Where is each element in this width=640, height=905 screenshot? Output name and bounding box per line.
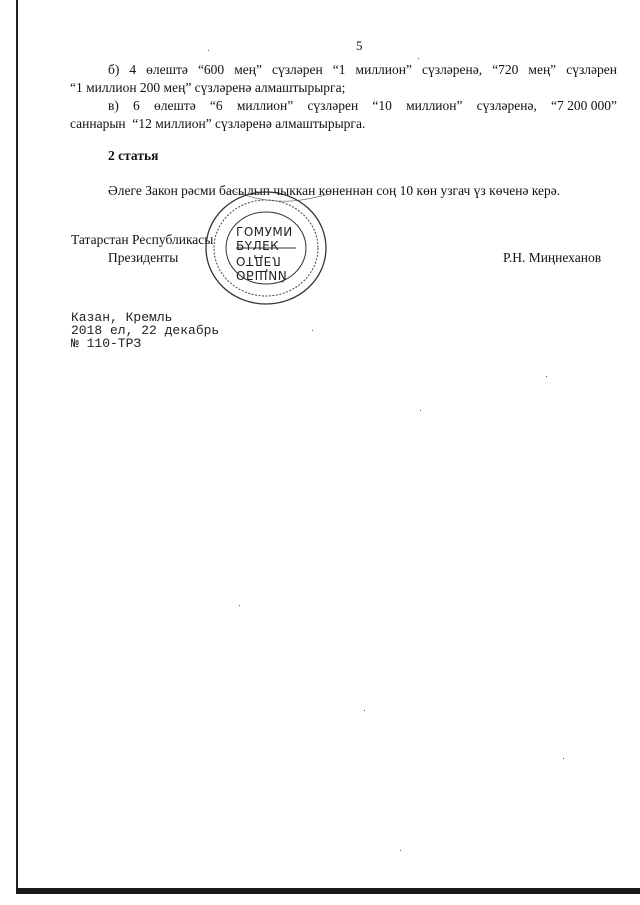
scan-speck	[312, 330, 313, 331]
amendment-b-line1	[108, 61, 617, 79]
stamp-text-bottom2: ОБЩИЙ	[236, 268, 288, 282]
amendments.item_b-word: сүзләренә,	[422, 62, 483, 77]
signature-title-line2: Президенты	[108, 250, 179, 265]
amendments.item_b-word: “600	[197, 62, 225, 77]
article-text: Әлеге Закон рәсми басылып чыккан көненнән соң 10 көн узгач үз көченә керә.	[108, 183, 561, 198]
scan-speck	[400, 850, 401, 851]
footer-date: 2018 ел, 22 декабрь	[71, 323, 220, 338]
scan-speck	[420, 410, 421, 411]
scan-speck	[546, 376, 547, 377]
amendment-b-line2: “1 миллион 200 мең” сүзләренә алмаштырырга;	[70, 80, 346, 95]
amendments.item_b-word: миллион”	[355, 62, 412, 77]
amendments.item_b-word: өлештә	[146, 62, 188, 77]
article-heading: 2 статья	[108, 148, 159, 163]
amendments.item_v-word: өлештә	[153, 98, 196, 113]
signature-name: Р.Н. Миңнеханов	[503, 250, 602, 265]
amendments.item_v-word: “7 200 000”	[550, 98, 617, 113]
footer-place: Казан, Кремль	[71, 310, 173, 325]
amendments.item_v-word: “6	[209, 98, 223, 113]
amendments.item_v-word: миллион”	[406, 98, 463, 113]
stamp-text-bottom: ОТДЕЛ	[236, 254, 282, 268]
amendments.item_b-word: сүзләрен	[566, 62, 617, 77]
amendment-v-line2: саннарын “12 миллион” сүзләренә алмаштырырга.	[70, 116, 366, 131]
stamp-text-middle: БҮЛЕК	[236, 239, 280, 253]
amendments.item_b-word: сүзләрен	[271, 62, 323, 77]
amendments.item_b-word: 4	[129, 62, 137, 77]
amendments.item_v-word: миллион”	[236, 98, 294, 113]
amendments.item_b-word: “1	[332, 62, 346, 77]
amendments.item_v-word: сүзләрен	[307, 98, 359, 113]
scan-speck	[563, 758, 564, 759]
footer-number: № 110-ТРЗ	[71, 336, 142, 351]
amendments.item_b-word: б)	[108, 62, 120, 77]
amendments.item_v-word: “10	[372, 98, 392, 113]
amendments.item_b-word: мең”	[234, 62, 262, 77]
amendments.item_v-word: 6	[133, 98, 140, 113]
scan-speck	[239, 605, 240, 606]
scan-speck	[208, 50, 209, 51]
scan-speck	[418, 58, 419, 59]
stamp-text-top: ГОМУМИ	[236, 225, 293, 239]
amendments.item_b-word: мең”	[528, 62, 557, 77]
page-number: 5	[356, 38, 363, 53]
page-edge-left	[16, 0, 18, 892]
amendments.item_v-word: в)	[108, 98, 119, 113]
amendments.item_v-word: сүзләренә,	[476, 98, 537, 113]
amendment-v-line1	[108, 97, 617, 115]
page-edge-bottom	[16, 888, 640, 894]
amendments.item_b-word: “720	[492, 62, 519, 77]
signature-title-line1: Татарстан Республикасы	[71, 232, 214, 247]
scan-speck	[364, 710, 365, 711]
